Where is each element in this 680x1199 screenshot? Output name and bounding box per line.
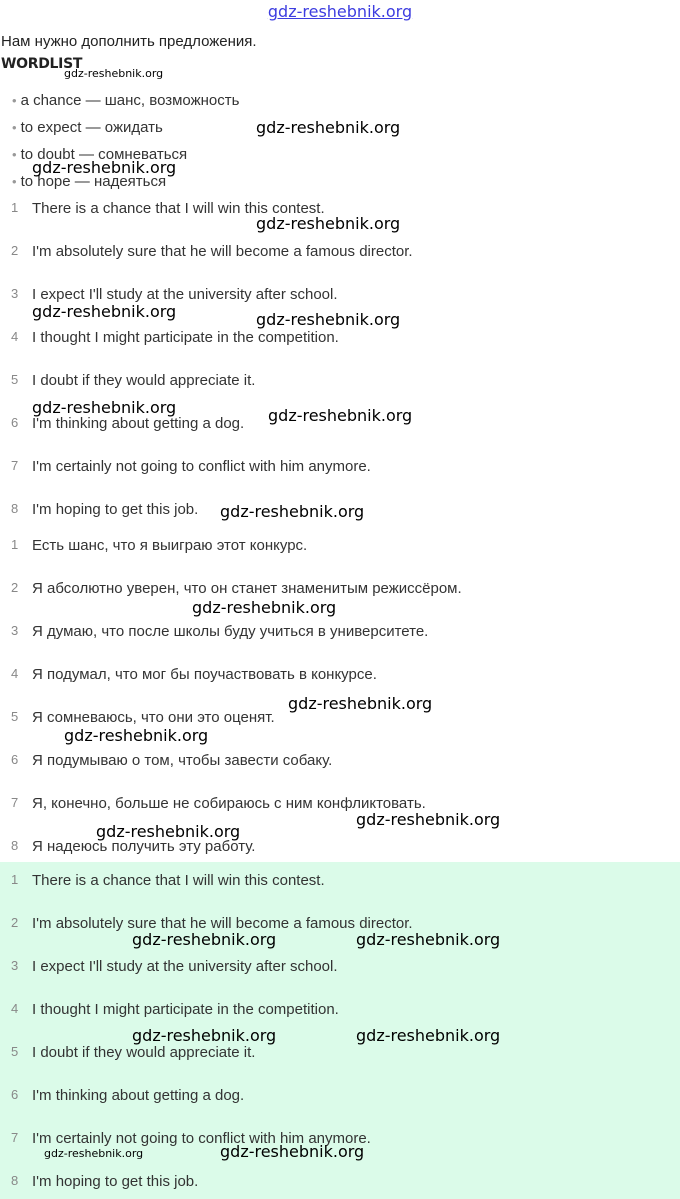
watermark: gdz-reshebnik.org <box>256 214 401 233</box>
watermark: gdz-reshebnik.org <box>96 822 241 841</box>
watermark: gdz-reshebnik.org <box>64 67 164 80</box>
watermark: gdz-reshebnik.org <box>64 726 209 745</box>
bullet-icon: • <box>12 93 17 108</box>
watermark: gdz-reshebnik.org <box>32 302 177 321</box>
watermark: gdz-reshebnik.org <box>356 1026 501 1045</box>
watermark: gdz-reshebnik.org <box>32 158 177 177</box>
watermark: gdz-reshebnik.org <box>256 118 401 137</box>
intro-text: Нам нужно дополнить предложения. <box>1 33 257 50</box>
wordlist-heading: WORDLIST <box>1 56 83 72</box>
wordlist-item: • to expect — ожидать <box>12 119 163 136</box>
wordlist-item: • a chance — шанс, возможность <box>12 92 240 109</box>
watermark: gdz-reshebnik.org <box>32 398 177 417</box>
bullet-icon: • <box>12 174 17 189</box>
watermark: gdz-reshebnik.org <box>132 930 277 949</box>
watermark: gdz-reshebnik.org <box>220 1142 365 1161</box>
watermark: gdz-reshebnik.org <box>268 406 413 425</box>
watermark: gdz-reshebnik.org <box>44 1147 144 1160</box>
watermark: gdz-reshebnik.org <box>288 694 433 713</box>
watermark: gdz-reshebnik.org <box>192 598 337 617</box>
wordlist-item: • to doubt — сомневаться <box>12 146 188 163</box>
bullet-icon: • <box>12 147 17 162</box>
site-title-link[interactable]: gdz-reshebnik.org <box>267 2 413 21</box>
watermark: gdz-reshebnik.org <box>256 310 401 329</box>
answer-block: 1 There is a chance that I will win this contest. 2 I'm absolutely sure that he will become a famous director. 3 I expect I'll study at the university after school. 4 I thought I might participate in the competition. 5 I doubt if they would appreciate it. 6 I'm thinking about getting a dog. 7 I'm certainly not going to conflict with him anymore. 8 I'm hoping to get this job. <box>0 862 680 1199</box>
watermark: gdz-reshebnik.org <box>356 930 501 949</box>
watermark: gdz-reshebnik.org <box>356 810 501 829</box>
bullet-icon: • <box>12 120 17 135</box>
watermark: gdz-reshebnik.org <box>132 1026 277 1045</box>
wordlist-item: • to hope — надеяться <box>12 173 167 190</box>
watermark: gdz-reshebnik.org <box>220 502 365 521</box>
